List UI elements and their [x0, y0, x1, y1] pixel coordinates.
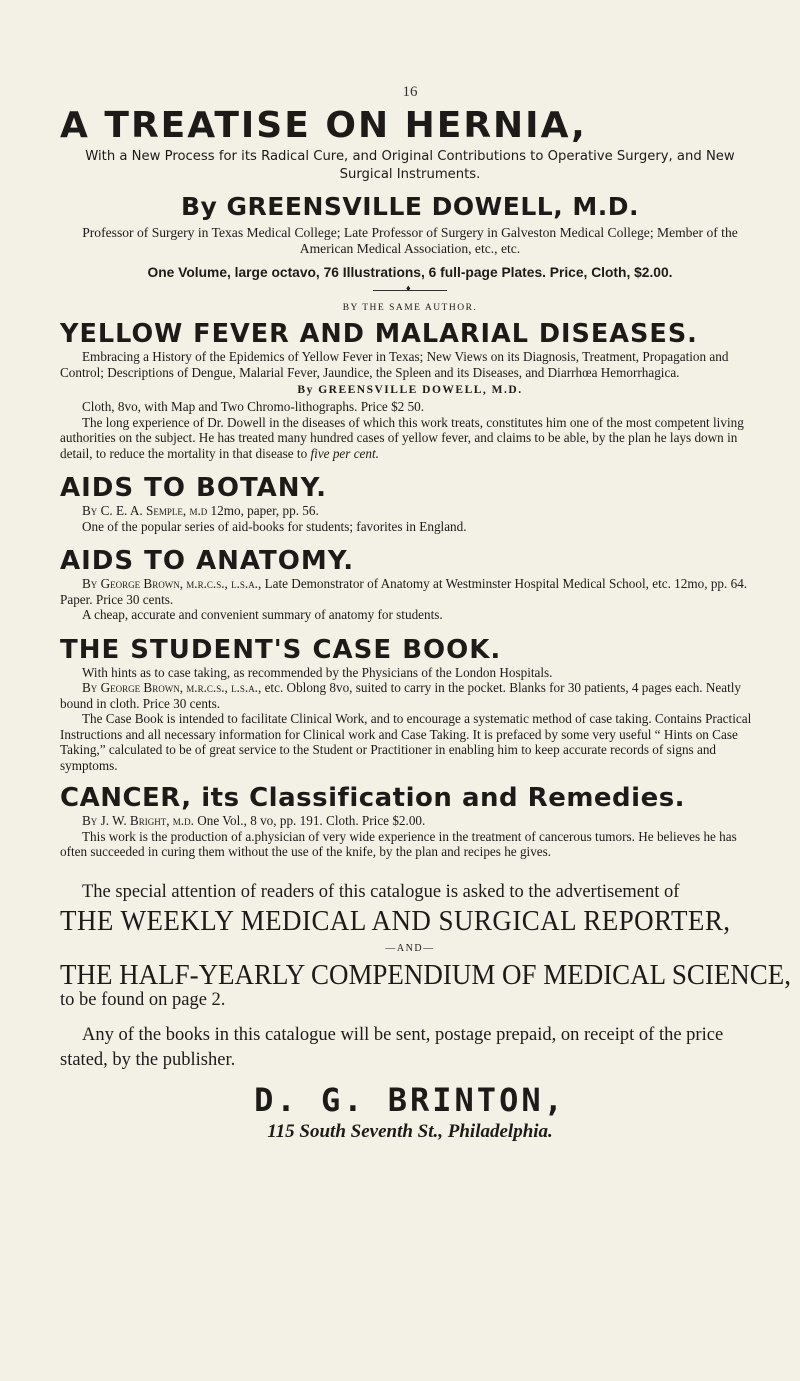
yellow-fever-format: Cloth, 8vo, with Map and Two Chromo-lithographs. Price $2 50.: [82, 399, 425, 414]
botany-note: One of the popular series of aid-books for students; favorites in England.: [82, 518, 467, 534]
anatomy-note: A cheap, accurate and convenient summary of anatomy for students.: [82, 607, 443, 622]
anatomy-author: By George Brown, m.r.c.s., l.s.a.,: [82, 576, 262, 591]
cancer-line: [60, 813, 760, 829]
cancer-author: By J. W. Bright, m.d.: [82, 813, 194, 828]
anatomy-line: [60, 576, 760, 607]
notice-block: [60, 880, 791, 1073]
catalogue-page: [60, 0, 791, 1143]
page-number: 16: [402, 84, 418, 100]
botany-entry: [60, 503, 760, 534]
case-book-author: By George Brown, m.r.c.s., l.s.a.,: [82, 680, 262, 695]
notice-location: to be found on page 2.: [60, 989, 226, 1010]
yellow-fever-entry: [60, 349, 760, 380]
hernia-title: A TREATISE ON HERNIA,: [60, 105, 587, 146]
yellow-fever-info: [60, 399, 760, 461]
same-author-label: BY THE SAME AUTHOR.: [342, 303, 478, 313]
cancer-details: One Vol., 8 vo, pp. 191. Cloth. Price $2.00.: [197, 813, 426, 828]
compendium-title: THE HALF-YEARLY COMPENDIUM OF MEDICAL SCIENCE,: [60, 958, 791, 991]
case-book-details: etc. Oblong 8vo, suited to carry in the pocket. Blanks for 30 patients, 4 pages each. Neatly bound in cloth. Price 30 cents.: [60, 680, 742, 711]
cancer-entry: [60, 813, 760, 860]
notice-intro: The special attention of readers of this catalogue is asked to the advertisement of: [82, 881, 680, 902]
yellow-fever-author: By GREENSVILLE DOWELL, M.D.: [297, 384, 523, 396]
case-book-subtitle: With hints as to case taking, as recommended by the Physicians of the London Hospitals.: [82, 664, 553, 680]
yellow-fever-note: The long experience of Dr. Dowell in the diseases of which this work treats, constitutes him one of the most competent living authorities on the subject. He has treated many hundred cases of yellow fever, and claims to be able, by the plan he lays down in detail, to reduce the mortality in that disease to: [60, 414, 744, 461]
reporter-title: THE WEEKLY MEDICAL AND SURGICAL REPORTER,: [60, 904, 731, 937]
case-book-entry: [60, 665, 760, 774]
postage-notice: Any of the books in this catalogue will be sent, postage prepaid, on receipt of the price stated, by the publisher.: [60, 1024, 724, 1070]
case-book-line: [60, 680, 760, 711]
yellow-fever-description: Embracing a History of the Epidemics of Yellow Fever in Texas; New Views on its Diagnosis, Treatment, Propagation and Control; Descriptions of Dengue, Malarial Fever, Jaundice, the Spleen and its Diseases, and Diarrhœa Hemorrhagica.: [60, 349, 729, 380]
yellow-fever-note-block: [60, 415, 760, 462]
and-separator: —AND—: [385, 942, 435, 954]
publisher-address: 115 South Seventh St., Philadelphia.: [267, 1120, 553, 1142]
yellow-fever-title: YELLOW FEVER AND MALARIAL DISEASES.: [60, 319, 698, 349]
anatomy-title: AIDS TO ANATOMY.: [60, 546, 355, 576]
botany-details: 12mo, paper, pp. 56.: [210, 503, 319, 518]
botany-author: By C. E. A. Semple, m.d: [82, 503, 208, 518]
hernia-details: One Volume, large octavo, 76 Illustrations, 6 full-page Plates. Price, Cloth, $2.00.: [147, 265, 673, 280]
case-book-title: THE STUDENT'S CASE BOOK.: [60, 634, 502, 665]
anatomy-entry: [60, 576, 760, 623]
yellow-fever-note-emphasis: five per cent.: [310, 445, 379, 461]
hernia-credentials: Professor of Surgery in Texas Medical College; Late Professor of Surgery in Galveston Medical College; Member of the American Medical Association, etc., etc.: [82, 225, 738, 256]
anatomy-details: Late Demonstrator of Anatomy at Westminster Hospital Medical School, etc. 12mo, pp. 64. Paper. Price 30 cents.: [60, 576, 748, 607]
publisher-name: D. G. BRINTON,: [254, 1080, 566, 1119]
hernia-author: By GREENSVILLE DOWELL, M.D.: [180, 192, 640, 221]
botany-line: [60, 503, 760, 519]
cancer-note: This work is the production of a.physician of very wide experience in the treatment of cancerous tumors. He believes he has often succeeded in curing them without the use of the knife, by the plan and recipes he gives.: [60, 828, 737, 859]
case-book-note: The Case Book is intended to facilitate Clinical Work, and to encourage a systematic method of case taking. Contains Practical Instructions and all necessary information for Clinical work and Case Taking. It is prefaced by some very useful “ Hints on Case Taking,” calculated to be of great service to the Student or Practitioner in enabling him to keep accurate records of signs and symptoms.: [60, 711, 752, 773]
cancer-title: CANCER, its Classification and Remedies.: [60, 783, 686, 813]
botany-title: AIDS TO BOTANY.: [60, 473, 327, 503]
hernia-subtitle: With a New Process for its Radical Cure, and Original Contributions to Operative Surgery, and New Surgical Instruments.: [85, 149, 735, 182]
section-divider: [373, 290, 447, 291]
